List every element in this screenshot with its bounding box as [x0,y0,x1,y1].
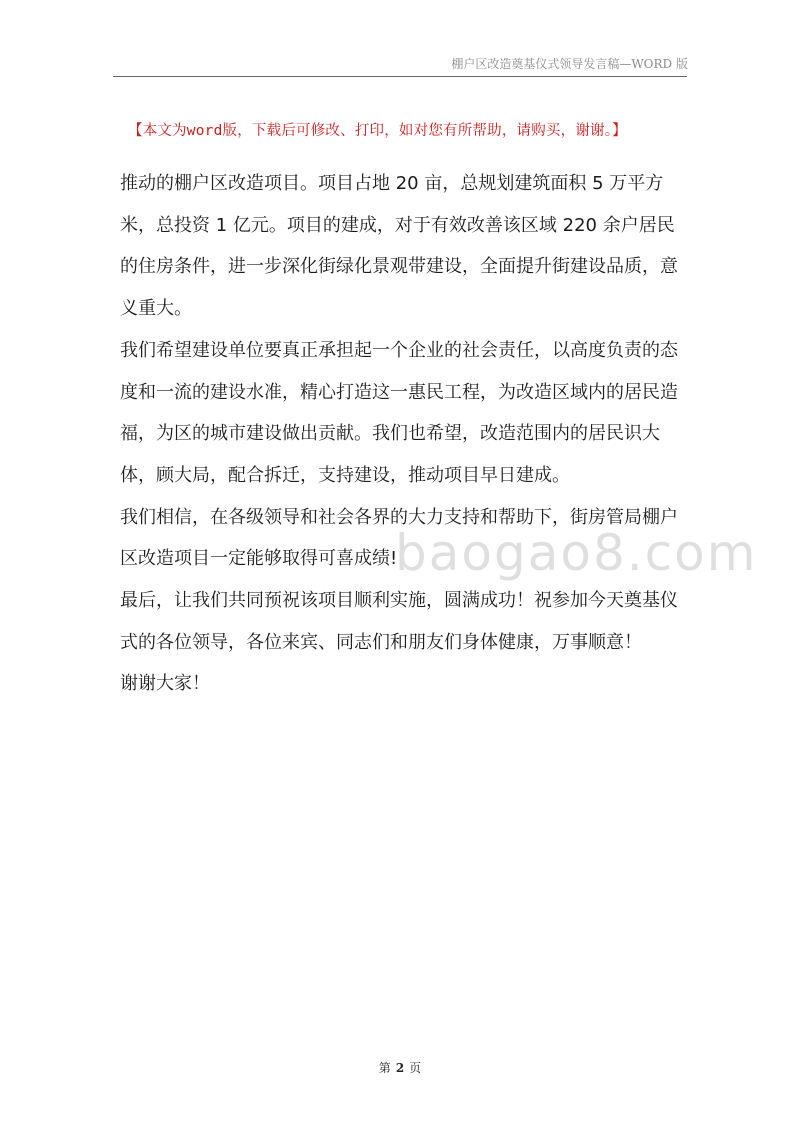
page-footer [0,1059,800,1076]
watermark: baogao8.com [395,524,758,582]
download-notice: 【本文为word版，下载后可修改、打印，如对您有所帮助，请购买，谢谢。】 [128,123,627,139]
page-number: 2 [395,1061,405,1075]
page-suffix: 页 [409,1061,422,1075]
header-title: 棚户区改造奠基仪式领导发言稿—WORD 版 [451,57,688,71]
paragraph: 我们希望建设单位要真正承担起一个企业的社会责任，以高度负责的态度和一流的建设水准，精心打造这一惠民工程，为改造区域内的居民造福，为区的城市建设做出贡献。我们也希望，改造范围内的居民识大体，顾大局，配合拆迁，支持建设，推动项目早日建成。 [120,339,678,486]
header-rule [113,76,687,77]
paragraph: 谢谢大家！ [120,673,210,695]
paragraph: 我们相信，在各级领导和社会各界的大力支持和帮助下，街房管局棚户区改造项目一定能够取得可喜成绩! [120,506,678,570]
paragraph: 最后，让我们共同预祝该项目顺利实施，圆满成功！祝参加今天奠基仪式的各位领导，各位来宾、同志们和朋友们身体健康，万事顺意！ [120,590,678,653]
page-prefix: 第 [378,1061,391,1075]
paragraph: 推动的棚户区改造项目。项目占地 20 亩，总规划建筑面积 5 万平方米，总投资 1 亿元。项目的建成，对于有效改善该区域 220 余户居民的住房条件，进一步深化街绿化景观带建设，全面提升街建设品质，意义重大。 [120,173,678,320]
document-body [120,163,685,705]
